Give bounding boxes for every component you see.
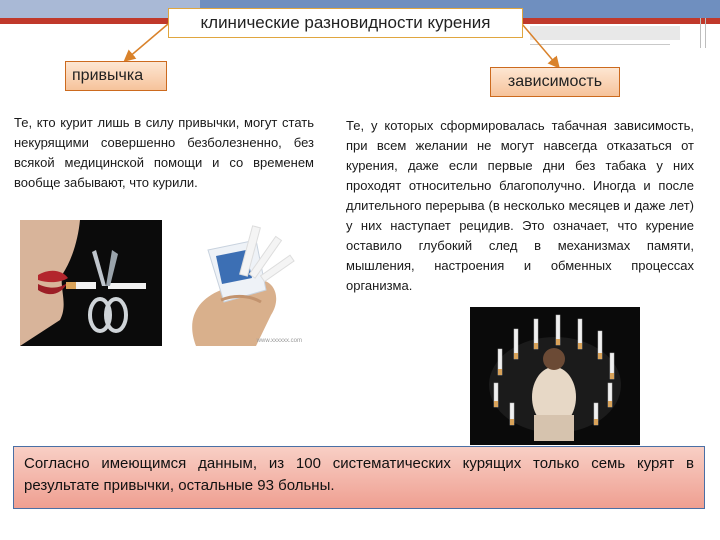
header-deco-line [530,44,670,45]
category-habit-label: привычка [72,67,144,84]
photo-watermark: www.xxxxxx.com [256,338,302,344]
habit-description: Те, кто курит лишь в силу привычки, могут стать некурящими совершенно безболезненно, без всякой медицинской помощи и со временем вообще забывают, что курили. [14,115,314,190]
header-deco-vertical [700,18,701,48]
photo-cigarette-circle [470,307,640,445]
header-deco-vertical [705,18,706,48]
slide-title: клинические разновидности курения [168,8,523,38]
summary-note [13,446,705,509]
summary-note-text: Согласно имеющимся данным, из 100 систематических курящих только семь курят в результате привычки, остальные 93 больны. [24,455,694,494]
photo-cut-cigarette [20,220,162,346]
category-dependence-label: зависимость [507,73,603,90]
dependence-description: Те, у которых сформировалась табачная зависимость, при всем желании не могут навсегда отказаться от курения, даже если первые дни без табака у них проходят относительно благополучно. Иногда и после длительного перерыва (в несколько месяцев и даже лет) у них наступает рецидив. Это означает, что курение оставило глубокий след в механизмах памяти, мышления, настроения и обменных процессах организма. [346,118,694,293]
header-deco-block [530,26,680,40]
category-dependence [490,67,620,97]
photo-crushed-pack [166,220,306,346]
arrow-to-habit [128,24,168,58]
category-habit [65,61,167,91]
